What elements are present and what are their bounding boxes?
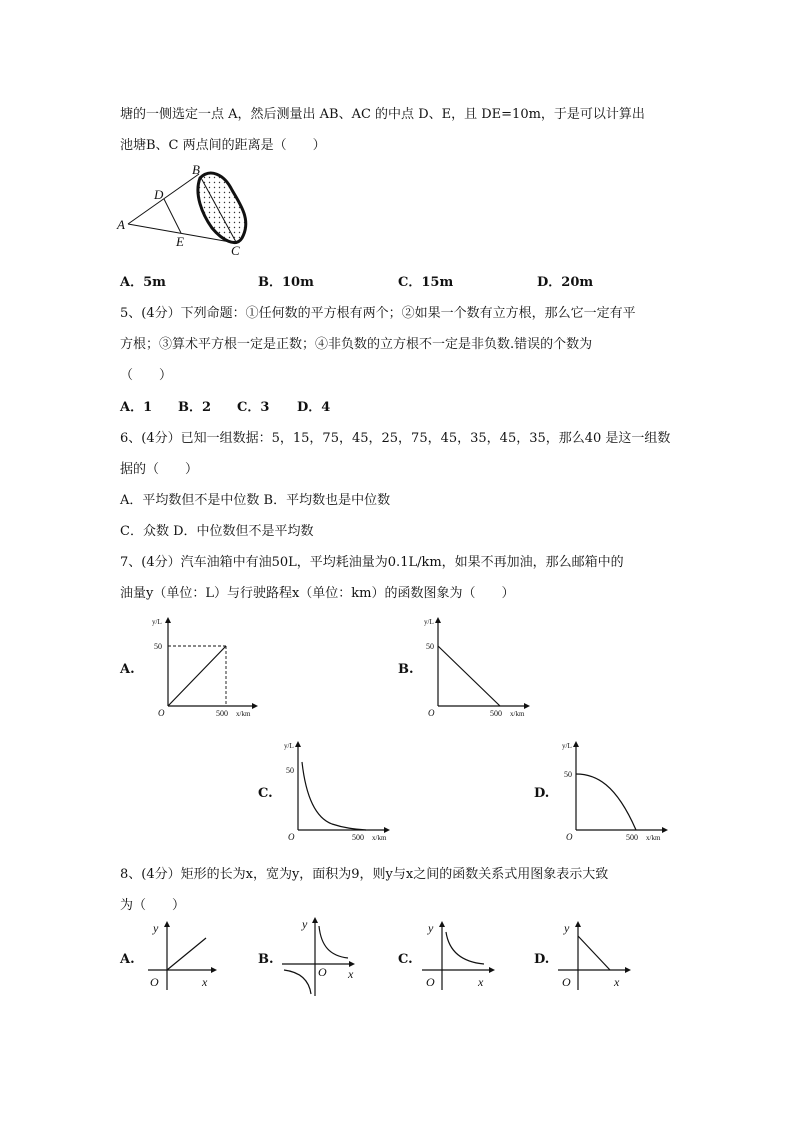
q8-text-line2: 为（ ）: [120, 898, 186, 913]
x-axis-label: x/km: [236, 710, 251, 718]
q5-option-d: D．4: [297, 400, 331, 415]
graph-a-line: [168, 646, 226, 706]
q8-graph-d: [554, 918, 639, 993]
q7-option-c: C.: [258, 786, 273, 801]
q6-text-line2: 据的（ ）: [120, 462, 199, 477]
x-tick: 500: [352, 833, 364, 842]
origin-label: O: [318, 965, 327, 979]
q5-text-line2: 方根；③算术平方根一定是正数；④非负数的立方根不一定是非负数.错误的个数为: [120, 337, 593, 352]
q4-option-c: C．15m: [398, 275, 454, 290]
y-axis-label: y/L: [284, 742, 294, 750]
label-c: C: [231, 243, 240, 258]
graph-curve-positive: [319, 926, 348, 958]
x-tick: 500: [216, 709, 228, 718]
origin-label: O: [562, 975, 571, 989]
q7-graph-c: [282, 738, 402, 843]
x-axis-label: x/km: [646, 834, 661, 842]
y-axis-label: y: [428, 921, 434, 935]
x-axis-label: x: [202, 975, 208, 989]
q4-option-b: B．10m: [258, 275, 314, 290]
x-tick: 500: [490, 709, 502, 718]
q8-graph-a: [140, 918, 225, 993]
x-tick: 500: [626, 833, 638, 842]
x-axis-label: x: [348, 967, 354, 981]
y-axis-label: y: [302, 917, 308, 931]
pond-figure: [112, 160, 272, 260]
label-e: E: [176, 234, 184, 249]
y-tick: 50: [154, 642, 162, 651]
q5-text-line3: （ ）: [120, 368, 173, 383]
q5-option-c: C．3: [237, 400, 270, 415]
q7-option-d: D.: [534, 786, 550, 801]
q4-text-line2: 池塘B、C 两点间的距离是（ ）: [120, 138, 326, 153]
y-axis-label: y: [564, 921, 570, 935]
graph-line: [578, 936, 610, 970]
q5-option-b: B．2: [178, 400, 212, 415]
segment-de: [164, 199, 181, 233]
origin-label: O: [288, 832, 295, 842]
q7-graph-a: [150, 614, 270, 719]
q6-option-cd: C．众数 D．中位数但不是平均数: [120, 524, 314, 539]
q8-option-c: C.: [398, 952, 413, 967]
x-axis-label: x: [614, 975, 620, 989]
q7-option-b: B.: [398, 662, 414, 677]
q4-option-a: A．5m: [120, 275, 166, 290]
q6-text-line1: 6、(4分）已知一组数据：5，15，75，45，25，75，45，35，45，35，那么40 是这一组数: [120, 431, 671, 446]
graph-b-line: [438, 646, 500, 706]
origin-label: O: [428, 708, 435, 718]
q8-graph-c: [418, 918, 503, 993]
graph-curve: [446, 932, 484, 964]
origin-label: O: [566, 832, 573, 842]
x-axis-label: x/km: [372, 834, 387, 842]
y-axis-label: y/L: [562, 742, 572, 750]
x-axis-label: x: [478, 975, 484, 989]
y-tick: 50: [286, 766, 294, 775]
y-axis-label: y: [153, 921, 159, 935]
x-axis-label: x/km: [510, 710, 525, 718]
q7-option-a: A.: [120, 662, 135, 677]
graph-curve-negative: [284, 970, 311, 994]
y-axis-label: y/L: [152, 618, 162, 626]
label-b: B: [192, 162, 200, 177]
q7-text-line2: 油量y（单位：L）与行驶路程x（单位：km）的函数图象为（ ）: [120, 586, 515, 601]
y-tick: 50: [564, 770, 572, 779]
label-d: D: [154, 187, 164, 202]
q7-graph-d: [560, 738, 680, 843]
pond-shape: [198, 173, 246, 242]
origin-label: O: [158, 708, 165, 718]
label-a: A: [117, 217, 125, 232]
graph-line: [167, 938, 206, 970]
q7-graph-b: [422, 614, 542, 719]
q7-text-line1: 7、(4分）汽车油箱中有油50L，平均耗油量为0.1L/km，如果不再加油，那么邮箱中的: [120, 555, 624, 570]
origin-label: O: [426, 975, 435, 989]
q8-option-d: D.: [534, 952, 550, 967]
origin-label: O: [150, 975, 159, 989]
q6-option-ab: A．平均数但不是中位数 B．平均数也是中位数: [120, 493, 391, 508]
q8-graph-b: [278, 914, 363, 999]
y-axis-label: y/L: [424, 618, 434, 626]
q4-option-d: D．20m: [537, 275, 594, 290]
graph-d-curve: [576, 774, 636, 830]
q8-option-a: A.: [120, 952, 135, 967]
segment-ab: [128, 174, 199, 224]
q8-text-line1: 8、(4分）矩形的长为x，宽为y，面积为9，则y与x之间的函数关系式用图象表示大致: [120, 867, 609, 882]
graph-c-curve: [302, 762, 366, 830]
q5-text-line1: 5、(4分）下列命题：①任何数的平方根有两个；②如果一个数有立方根，那么它一定有平: [120, 306, 636, 321]
q4-text-line1: 塘的一侧选定一点 A，然后测量出 AB、AC 的中点 D、E，且 DE=10m，于是可以计算出: [120, 107, 645, 122]
y-tick: 50: [426, 642, 434, 651]
q5-option-a: A．1: [120, 400, 153, 415]
q8-option-b: B.: [258, 952, 274, 967]
